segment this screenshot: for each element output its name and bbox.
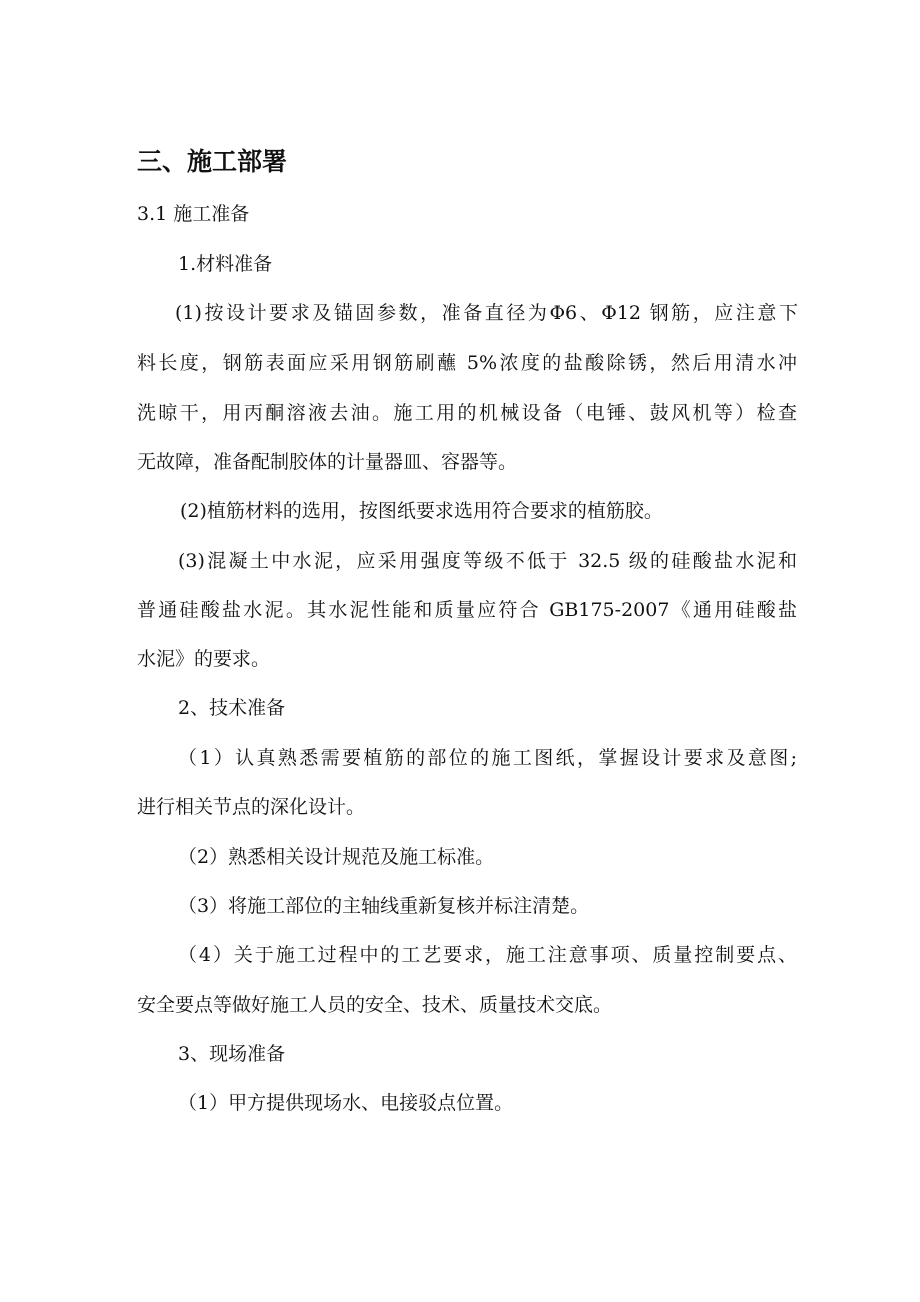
materials-item3-line3: 水泥》的要求。 bbox=[137, 648, 271, 670]
technical-title: 2、技术准备 bbox=[178, 697, 286, 719]
technical-item4-line1: （4）关于施工过程中的工艺要求，施工注意事项、质量控制要点、 bbox=[178, 944, 797, 966]
materials-item2: (2)植筋材料的选用，按图纸要求选用符合要求的植筋胶。 bbox=[180, 500, 663, 522]
section-title: 3.1 施工准备 bbox=[137, 203, 250, 225]
materials-item1-line1: (1)按设计要求及锚固参数，准备直径为Φ6、Φ12 钢筋，应注意下 bbox=[175, 302, 798, 324]
materials-item3-line1: (3)混凝土中水泥，应采用强度等级不低于 32.5 级的硅酸盐水泥和 bbox=[178, 550, 797, 572]
technical-item1-line2: 进行相关节点的深化设计。 bbox=[137, 796, 366, 818]
materials-item1-line2: 料长度，钢筋表面应采用钢筋刷蘸 5%浓度的盐酸除锈，然后用清水冲 bbox=[137, 352, 797, 374]
materials-item1-line4: 无故障，准备配制胶体的计量器皿、容器等。 bbox=[137, 451, 518, 473]
page-heading: 三、施工部署 bbox=[137, 147, 288, 176]
site-item1: （1）甲方提供现场水、电接驳点位置。 bbox=[178, 1092, 514, 1114]
technical-item4-line2: 安全要点等做好施工人员的安全、技术、质量技术交底。 bbox=[137, 994, 613, 1016]
technical-item2: （2）熟悉相关设计规范及施工标准。 bbox=[178, 846, 495, 868]
site-title: 3、现场准备 bbox=[178, 1043, 286, 1065]
materials-item1-line3: 洗晾干，用丙酮溶液去油。施工用的机械设备（电锤、鼓风机等）检查 bbox=[137, 402, 797, 424]
materials-item3-line2: 普通硅酸盐水泥。其水泥性能和质量应符合 GB175-2007《通用硅酸盐 bbox=[137, 599, 797, 621]
technical-item1-line1: （1）认真熟悉需要植筋的部位的施工图纸，掌握设计要求及意图; bbox=[178, 747, 797, 769]
materials-title: 1.材料准备 bbox=[178, 253, 273, 275]
technical-item3: （3）将施工部位的主轴线重新复核并标注清楚。 bbox=[178, 895, 590, 917]
